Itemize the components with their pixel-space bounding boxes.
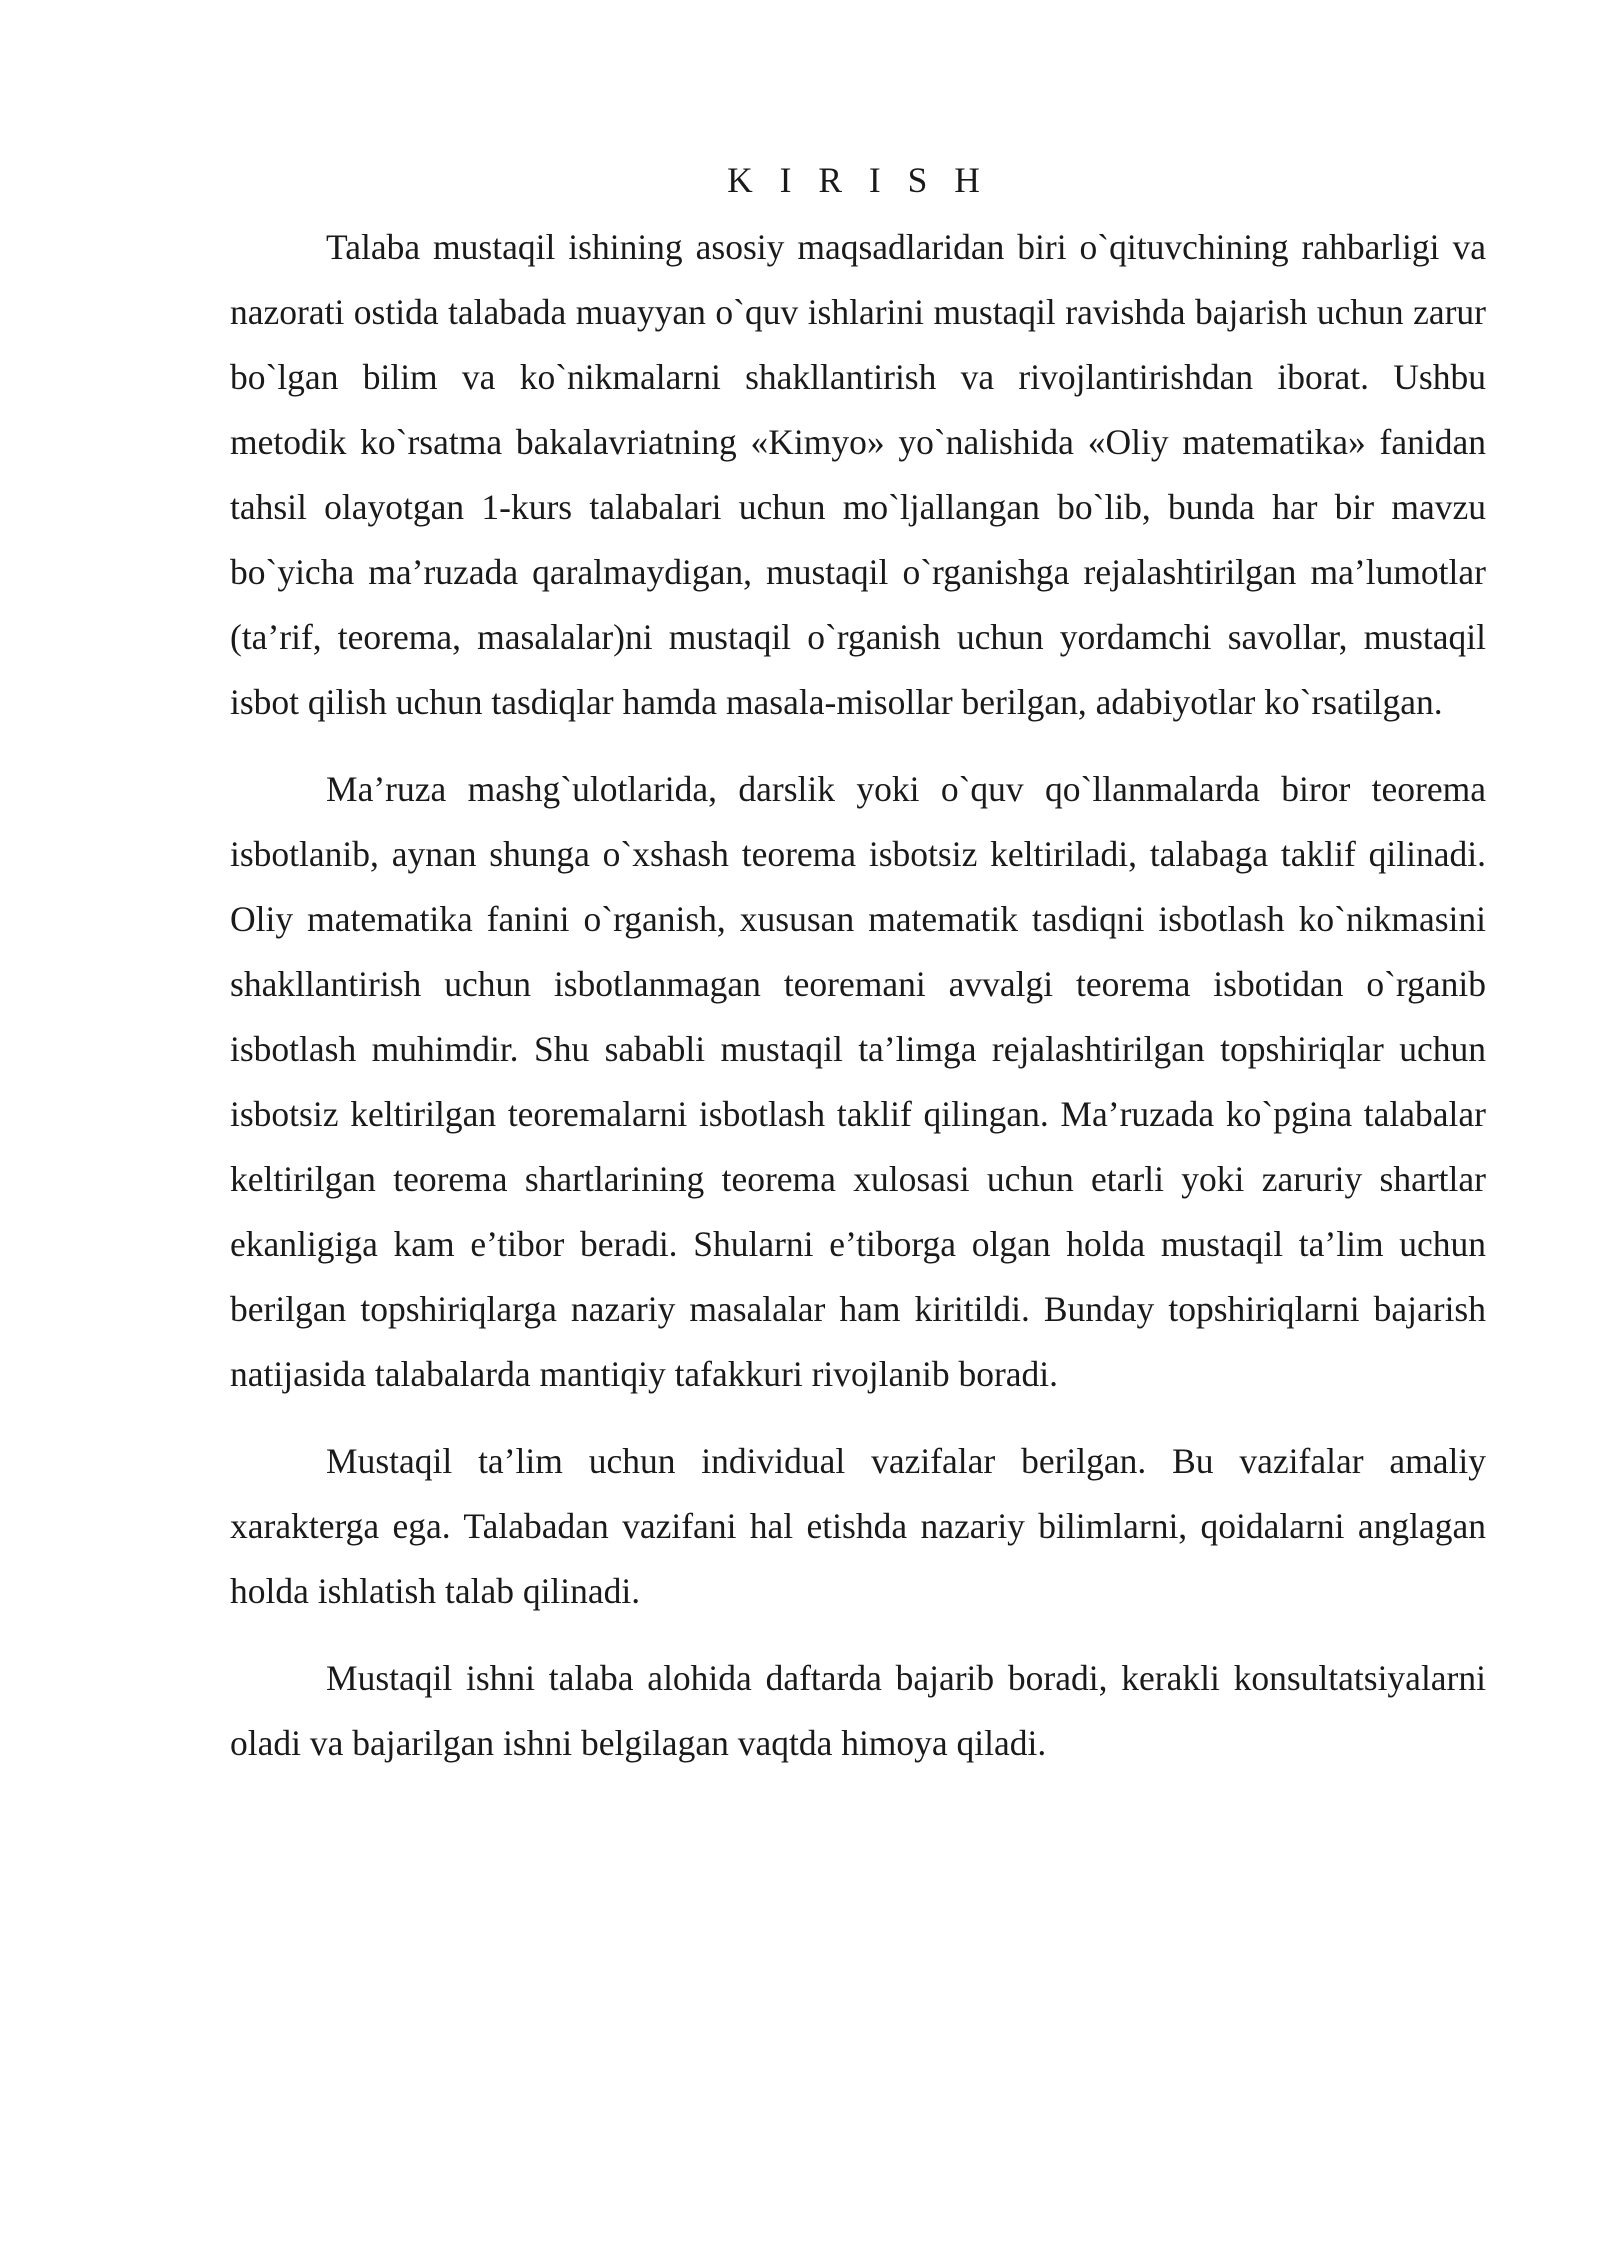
- paragraph-4: Mustaqil ishni talaba alohida daftarda bajarib boradi, kerakli konsultatsiyalarni oladi va bajarilgan ishni belgilagan vaqtda himoya qiladi.: [230, 1658, 1486, 1763]
- page-title: K I R I S H: [727, 160, 989, 200]
- paragraph-2: Ma’ruza mashg`ulotlarida, darslik yoki o`quv qo`llanmalarda biror teorema isbotlanib, aynan shunga o`xshash teorema isbotsiz keltiriladi, talabaga taklif qilinadi. Oliy matematika fanini o`rganish, xususan matematik tasdiqni isbotlash ko`nikmasini shakllantirish uchun isbotlanmagan teoremani avvalgi teorema isbotidan o`rganib isbotlash muhimdir. Shu sababli mustaqil ta’limga rejalashtirilgan topshiriqlar uchun isbotsiz keltirilgan teoremalarni isbotlash taklif qilingan. Ma’ruzada ko`pgina talabalar keltirilgan teorema shartlarining teorema xulosasi uchun etarli yoki zaruriy shartlar ekanligiga kam e’tibor beradi. Shularni e’tiborga olgan holda mustaqil ta’lim uchun berilgan topshiriqlarga nazariy masalalar ham kiritildi. Bunday topshiriqlarni bajarish natijasida talabalarda mantiqiy tafakkuri rivojlanib boradi.: [230, 769, 1486, 1394]
- document-page: [230, 148, 1486, 1798]
- paragraph-3: Mustaqil ta’lim uchun individual vazifalar berilgan. Bu vazifalar amaliy xarakterga ega. Talabadan vazifani hal etishda nazariy bilimlarni, qoidalarni anglagan holda ishlatish talab qilinadi.: [230, 1441, 1486, 1611]
- paragraph-1: Talaba mustaqil ishining asosiy maqsadlaridan biri o`qituvchining rahbarligi va nazorati ostida talabada muayyan o`quv ishlarini mustaqil ravishda bajarish uchun zarur bo`lgan bilim va ko`nikmalarni shakllantirish va rivojlantirishdan iborat. Ushbu metodik ko`rsatma bakalavriatning «Kimyo» yo`nalishida «Oliy matematika» fanidan tahsil olayotgan 1-kurs talabalari uchun mo`ljallangan bo`lib, bunda har bir mavzu bo`yicha ma’ruzada qaralmaydigan, mustaqil o`rganishga rejalashtirilgan ma’lumotlar (ta’rif, teorema, masalalar)ni mustaqil o`rganish uchun yordamchi savollar, mustaqil isbot qilish uchun tasdiqlar hamda masala-misollar berilgan, adabiyotlar ko`rsatilgan.: [230, 227, 1486, 722]
